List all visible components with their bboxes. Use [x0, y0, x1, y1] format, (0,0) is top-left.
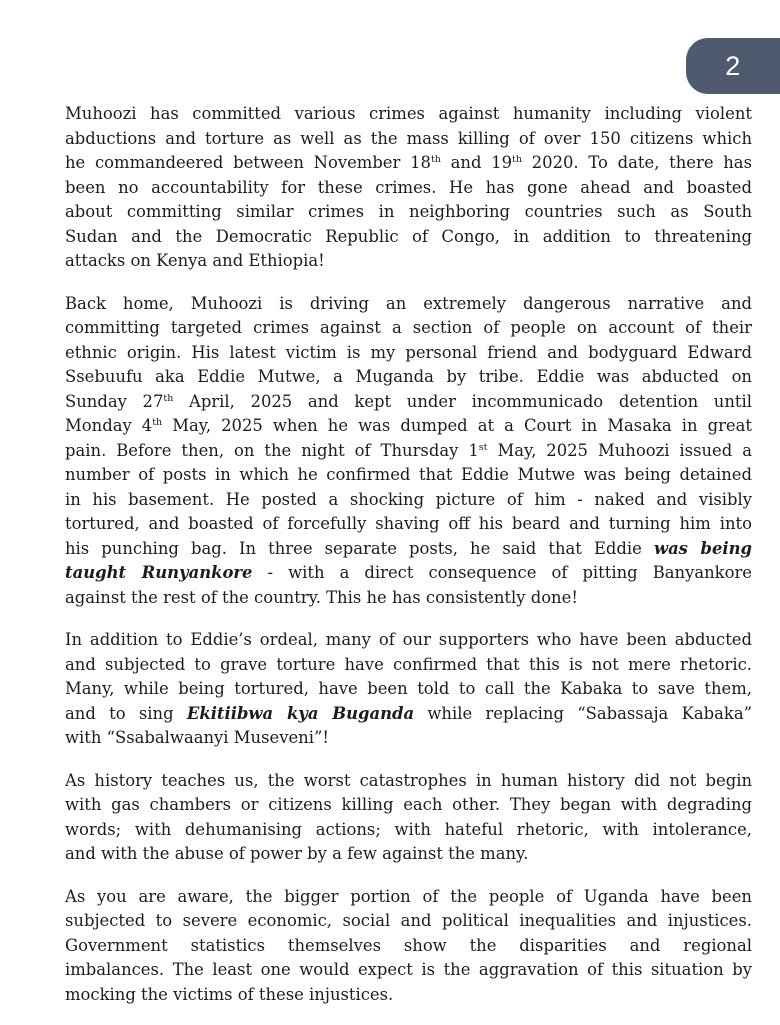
text-run: In addition to Eddie’s ordeal, many of our supporters who have been abducted — [65, 630, 752, 649]
text-line — [65, 249, 752, 274]
text-run: and to sing — [65, 703, 187, 723]
text-line — [65, 390, 752, 415]
page-number-tab — [686, 38, 780, 94]
text-line — [65, 512, 752, 537]
paragraph — [65, 102, 752, 274]
text-line — [65, 292, 752, 317]
text-run: Many, while being tortured, have been told to call the Kabaka to save them, — [65, 679, 752, 698]
text-line — [65, 793, 752, 818]
text-line — [65, 102, 752, 127]
ordinal-suffix: th — [512, 154, 522, 165]
text-line — [65, 586, 752, 611]
text-run: words; with dehumanising actions; with hateful rhetoric, with intolerance, — [65, 819, 752, 839]
text-line — [65, 463, 752, 488]
text-run: while replacing “Sabassaja Kabaka” — [414, 703, 752, 723]
ordinal-suffix: th — [152, 417, 163, 428]
text-line — [65, 842, 752, 867]
text-run: - with a direct consequence of pitting Banyankore — [252, 563, 752, 582]
text-line — [65, 176, 752, 201]
text-run: Sudan and the Democratic Republic of Congo, in addition to threatening — [65, 226, 752, 246]
paragraph — [65, 769, 752, 867]
text-line — [65, 200, 752, 225]
text-run: committing targeted crimes against a section of people on account of their — [65, 318, 752, 337]
text-run: As you are aware, the bigger portion of the people of Uganda have been — [65, 886, 752, 906]
text-line — [65, 628, 752, 653]
text-run: 2020. To date, there has — [521, 153, 752, 172]
text-line — [65, 653, 752, 678]
text-run: and subjected to grave torture have confirmed that this is not mere rhetoric. — [65, 654, 752, 674]
text-line — [65, 414, 752, 439]
text-line — [65, 316, 752, 341]
text-line — [65, 702, 752, 727]
text-run: subjected to severe economic, social and political inequalities and injustices. — [65, 911, 752, 930]
text-run: Back home, Muhoozi is driving an extremely dangerous narrative and — [65, 293, 752, 313]
text-run: about committing similar crimes in neighboring countries such as South — [65, 202, 752, 221]
text-run: April, 2025 and kept under incommunicado detention until — [173, 391, 752, 411]
ordinal-suffix: st — [478, 441, 488, 453]
text-line — [65, 769, 752, 794]
text-line — [65, 225, 752, 250]
text-run: mocking the victims of these injustices. — [65, 984, 394, 1004]
text-run: and 19 — [440, 153, 513, 172]
ordinal-suffix: th — [430, 154, 441, 165]
text-line — [65, 537, 752, 562]
text-run: ethnic origin. His latest victim is my personal friend and bodyguard Edward — [65, 342, 752, 362]
text-run: Sunday 27 — [65, 391, 164, 411]
text-run: his punching bag. In three separate posts, he said that Eddie — [65, 538, 654, 558]
text-line — [65, 439, 752, 464]
text-run: with “Ssabalwaanyi Museveni”! — [65, 728, 329, 747]
text-line — [65, 726, 752, 751]
ordinal-suffix: th — [163, 392, 174, 404]
text-line — [65, 365, 752, 390]
paragraph — [65, 628, 752, 751]
text-run: As history teaches us, the worst catastrophes in human history did not begin — [65, 770, 752, 790]
text-line — [65, 983, 752, 1008]
text-run: he commandeered between November 18 — [65, 153, 431, 172]
text-run: in his basement. He posted a shocking picture of him - naked and visibly — [65, 489, 752, 509]
text-line — [65, 909, 752, 934]
text-run: and with the abuse of power by a few against the many. — [65, 844, 529, 863]
emphasized-text: taught Runyankore — [65, 563, 253, 582]
text-line — [65, 818, 752, 843]
emphasized-text: was being — [653, 538, 752, 558]
text-run: May, 2025 when he was dumped at a Court in Masaka in great — [162, 416, 752, 435]
text-run: with gas chambers or citizens killing each other. They began with degrading — [65, 795, 752, 814]
text-line — [65, 677, 752, 702]
page-number: 2 — [725, 50, 741, 81]
text-line — [65, 958, 752, 983]
text-run: abductions and torture as well as the mass killing of over 150 citizens which — [65, 128, 752, 148]
text-run: number of posts in which he confirmed that Eddie Mutwe was being detained — [65, 465, 752, 484]
text-run: pain. Before then, on the night of Thursday 1 — [65, 440, 479, 460]
text-line — [65, 341, 752, 366]
text-run: Monday 4 — [65, 416, 153, 435]
text-run: May, 2025 Muhoozi issued a — [487, 440, 752, 460]
text-run: imbalances. The least one would expect is the aggravation of this situation by — [65, 960, 752, 979]
paragraph — [65, 292, 752, 611]
text-run: Muhoozi has committed various crimes against humanity including violent — [65, 104, 752, 123]
text-run: attacks on Kenya and Ethiopia! — [65, 251, 325, 270]
text-run: Government statistics themselves show the disparities and regional — [65, 935, 752, 955]
text-run: against the rest of the country. This he has consistently done! — [65, 587, 578, 607]
text-line — [65, 885, 752, 910]
text-line — [65, 488, 752, 513]
text-run: Ssebuufu aka Eddie Mutwe, a Muganda by tribe. Eddie was abducted on — [65, 367, 752, 386]
emphasized-text: Ekitiibwa kya Buganda — [186, 703, 415, 723]
text-line — [65, 934, 752, 959]
text-line — [65, 127, 752, 152]
document-body — [65, 102, 752, 1025]
paragraph — [65, 885, 752, 1008]
text-line — [65, 151, 752, 176]
text-line — [65, 561, 752, 586]
text-run: tortured, and boasted of forcefully shaving off his beard and turning him into — [65, 514, 752, 533]
text-run: been no accountability for these crimes. He has gone ahead and boasted — [65, 177, 752, 197]
